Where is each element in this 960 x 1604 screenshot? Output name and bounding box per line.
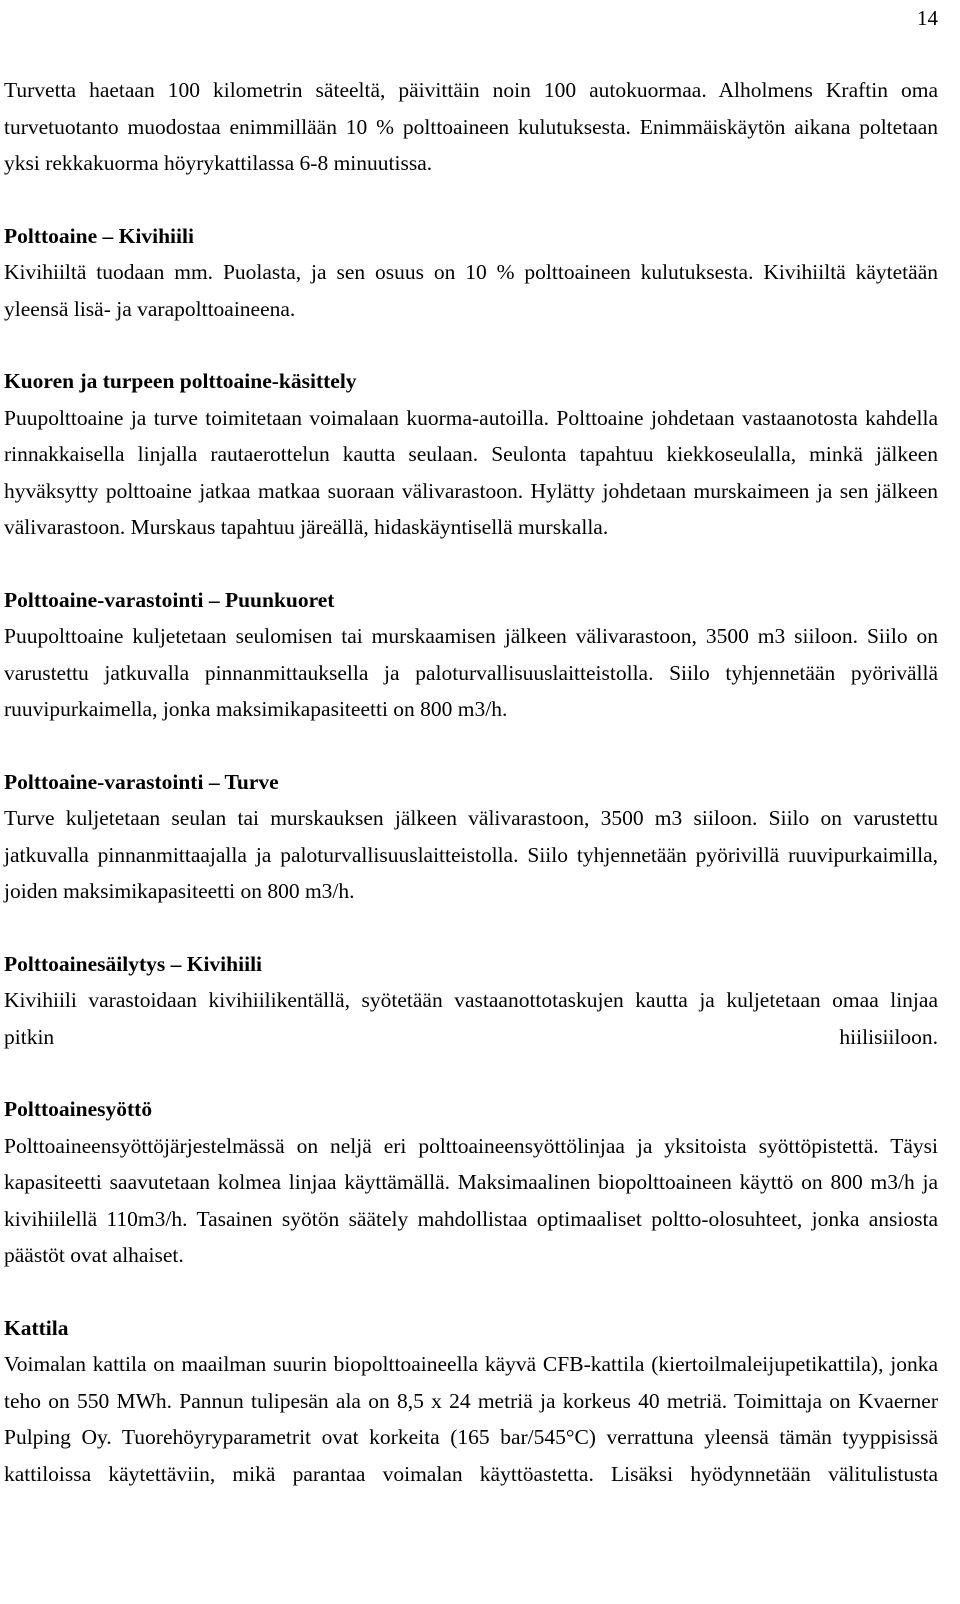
section-heading-fuel-feed: Polttoainesyöttö bbox=[4, 1097, 153, 1121]
section-text-fuel-feed: Polttoaineensyöttöjärjestelmässä on neljä eri polttoaineensyöttölinjaa ja yksitoista syöttöpistettä. Täysi kapasiteetti saavutetaan kolmea linjaa käyttämällä. Maksimaalinen biopolttoaineen käyttö on 800 m3/h ja kivihiilellä 110m3/h. Tasainen syötön säätely mahdollistaa optimaaliset poltto-olosuhteet, jonka ansiosta päästöt ovat alhaiset. bbox=[4, 1133, 938, 1267]
document-body bbox=[4, 72, 938, 1492]
section-heading-bark-storage: Polttoaine-varastointi – Puunkuoret bbox=[4, 587, 335, 612]
section-text-coal-storage: Kivihiili varastoidaan kivihiilikentällä, syötetään vastaanottotaskujen kautta ja kuljetetaan omaa linjaa pitkin hiilisiiloon. bbox=[4, 988, 938, 1049]
section-heading-fuel-handling: Kuoren ja turpeen polttoaine-käsittely bbox=[4, 369, 357, 393]
section-text-boiler: Voimalan kattila on maailman suurin biopolttoaineella käyvä CFB-kattila (kiertoilmaleijupetikattila), jonka teho on 550 MWh. Pannun tulipesän ala on 8,5 x 24 metriä ja korkeus 40 metriä. Toimittaja on Kvaerner Pulping Oy. Tuorehöyryparametrit ovat korkeita (165 bar/545°C) verrattuna yleensä tämän tyyppisissä kattiloissa käytettäviin, mikä parantaa voimalan käyttöastetta. Lisäksi hyödynnetään välitulistusta bbox=[4, 1352, 938, 1486]
section-heading-boiler: Kattila bbox=[4, 1315, 69, 1340]
section-heading-coal: Polttoaine – Kivihiili bbox=[4, 223, 194, 248]
section-text-coal: Kivihiiltä tuodaan mm. Puolasta, ja sen osuus on 10 % polttoaineen kulutuksesta. Kivihiiltä käytetään yleensä lisä- ja varapolttoaineena. bbox=[4, 260, 938, 321]
section-text-bark-storage: Puupolttoaine kuljetetaan seulomisen tai murskaamisen jälkeen välivarastoon, 3500 m3 siiloon. Siilo on varustettu jatkuvalla pinnanmittauksella ja paloturvallisuuslaitteistolla. Siilo tyhjennetään pyörivällä ruuvipurkaimella, jonka maksimikapasiteetti on 800 m3/h. bbox=[4, 624, 938, 721]
section-heading-coal-storage: Polttoainesäilytys – Kivihiili bbox=[4, 951, 263, 976]
section-heading-peat-storage: Polttoaine-varastointi – Turve bbox=[4, 769, 279, 794]
intro-paragraph: Turvetta haetaan 100 kilometrin säteeltä, päivittäin noin 100 autokuormaa. Alholmens Kraftin oma turvetuotanto muodostaa enimmillään 10 % polttoaineen kulutuksesta. Enimmäiskäytön aikana poltetaan yksi rekkakuorma höyrykattilassa 6-8 minuutissa. bbox=[4, 78, 938, 175]
section-text-peat-storage: Turve kuljetetaan seulan tai murskauksen jälkeen välivarastoon, 3500 m3 siiloon. Siilo on varustettu jatkuvalla pinnanmittaajalla ja paloturvallisuuslaitteistolla. Siilo tyhjennetään pyörivillä ruuvipurkaimilla, joiden maksimikapasiteetti on 800 m3/h. bbox=[4, 806, 938, 903]
section-text-fuel-handling: Puupolttoaine ja turve toimitetaan voimalaan kuorma-autoilla. Polttoaine johdetaan vastaanotosta kahdella rinnakkaisella linjalla rautaerottelun kautta seulaan. Seulonta tapahtuu kiekkoseulalla, minkä jälkeen hyväksytty polttoaine jatkaa matkaa suoraan välivarastoon. Hylätty johdetaan murskaimeen ja sen jälkeen välivarastoon. Murskaus tapahtuu järeällä, hidaskäyntisellä murskalla. bbox=[4, 405, 938, 539]
page-number: 14 bbox=[917, 6, 938, 30]
